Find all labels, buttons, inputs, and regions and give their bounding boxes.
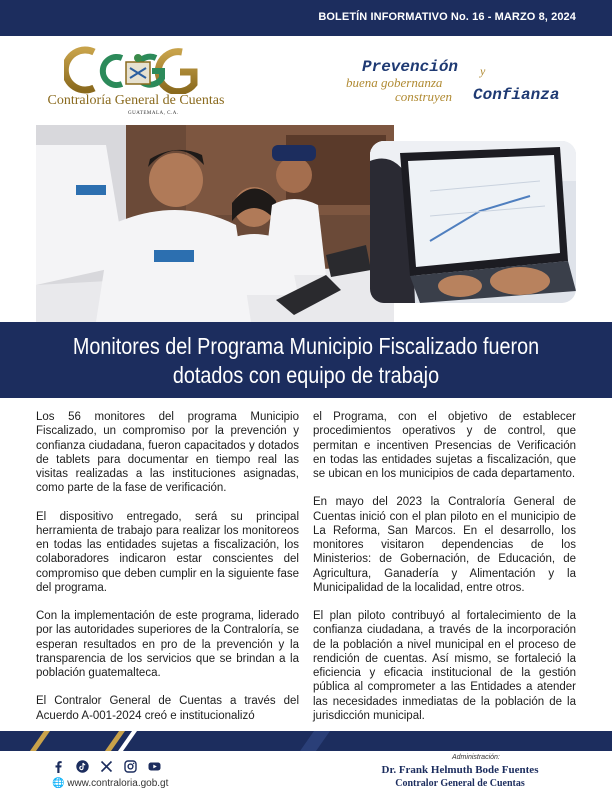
body-paragraph: En mayo del 2023 la Contraloría General de Cuentas inició con el plan piloto en el municipio de La Reforma, San Marcos. En el desarrollo, los monitores visitaron dependencias de los Ministerios: de Gobernación, de Educación, de Agricultura, Ganadería y Alimentación y la Municipalidad de la localidad, entre otros.	[313, 496, 576, 594]
cgc-emblem-icon	[64, 44, 214, 94]
slogan-line-4: Confianza	[473, 86, 560, 104]
tiktok-icon[interactable]	[76, 760, 89, 773]
slogan-y: y	[480, 64, 486, 78]
tablet-closeup-photo	[370, 141, 576, 303]
globe-icon: 🌐	[52, 778, 65, 789]
admin-name: Dr. Frank Helmuth Bode Fuentes	[381, 764, 539, 776]
main-photo	[36, 125, 394, 322]
top-bar	[0, 0, 612, 36]
headline-line-1: Monitores del Programa Municipio Fiscalizado fueron	[72, 333, 540, 359]
body-column-left	[36, 410, 299, 737]
body-paragraph: El dispositivo entregado, será su principal herramienta de trabajo para realizar los monitoreos en todas las entidades sujetas a fiscalización, los colaboradores indicaron estar conscientes del compromiso que deben cumplir en la siguiente fase del programa.	[36, 510, 299, 594]
headline	[69, 332, 544, 390]
body-column-right	[313, 410, 576, 737]
body-paragraph: Con la implementación de este programa, liderado por las autoridades superiores de la Contraloría, se esperan resultados en pro de la prevención y la transparencia de los servicios que se brindan a la población guatemalteca.	[36, 610, 299, 679]
website-link[interactable]	[52, 778, 168, 789]
headline-band	[0, 322, 612, 398]
slogan-line-1: Prevención	[362, 58, 459, 76]
body-paragraph: el Programa, con el objetivo de establecer procedimientos operativos y de control, que permitan e incentiven Presencias de Verificación en todas las entidades sujetas a fiscalización, que se ubican en los municipios de cada departamento.	[313, 411, 576, 480]
admin-label: Administración:	[452, 754, 500, 761]
institution-name: Contraloría General de Cuentas	[47, 93, 225, 108]
headline-line-2: dotados con equipo de trabajo	[172, 362, 440, 388]
body-paragraph: El plan piloto contribuyó al fortalecimiento de la confianza ciudadana, a través de la incorporación de la población a nivel municipal en el proceso de rendición de cuentas. Así mismo, se fortaleció la eficiencia y eficacia institucional de la gestión pública al comprometer a las Entidades a atender las necesidades inmediatas de la población de la jurisdicción municipal.	[313, 610, 576, 722]
website-url: www.contraloria.gob.gt	[67, 778, 169, 789]
body-paragraph: Los 56 monitores del programa Municipio Fiscalizado, un compromiso por la prevención y confianza ciudadana, fueron capacitados y dotados de tablets para documentar en tiempo real las visitas realizadas a las instituciones asignadas, como parte de la fase de verificación.	[36, 411, 299, 495]
slogan	[340, 55, 590, 110]
facebook-icon[interactable]	[52, 760, 65, 773]
slogan-line-3: construyen	[395, 89, 453, 104]
youtube-icon[interactable]	[148, 760, 161, 773]
side-photo	[370, 141, 576, 303]
footer-stripe	[0, 731, 612, 751]
admin-title: Contralor General de Cuentas	[395, 778, 525, 789]
social-links	[52, 760, 192, 774]
x-icon[interactable]	[100, 760, 113, 773]
body-paragraph: El Contralor General de Cuentas a través del Acuerdo A-001-2024 creó e institucionalizó	[36, 695, 299, 722]
monitors-training-photo	[36, 125, 394, 322]
bulletin-number: BOLETÍN INFORMATIVO No. 16 - MARZO 8, 2024	[318, 11, 576, 23]
cgc-logo	[36, 44, 236, 122]
institution-city: GUATEMALA, C.A.	[128, 111, 179, 116]
instagram-icon[interactable]	[124, 760, 137, 773]
slogan-line-2: buena gobernanza	[346, 75, 443, 90]
